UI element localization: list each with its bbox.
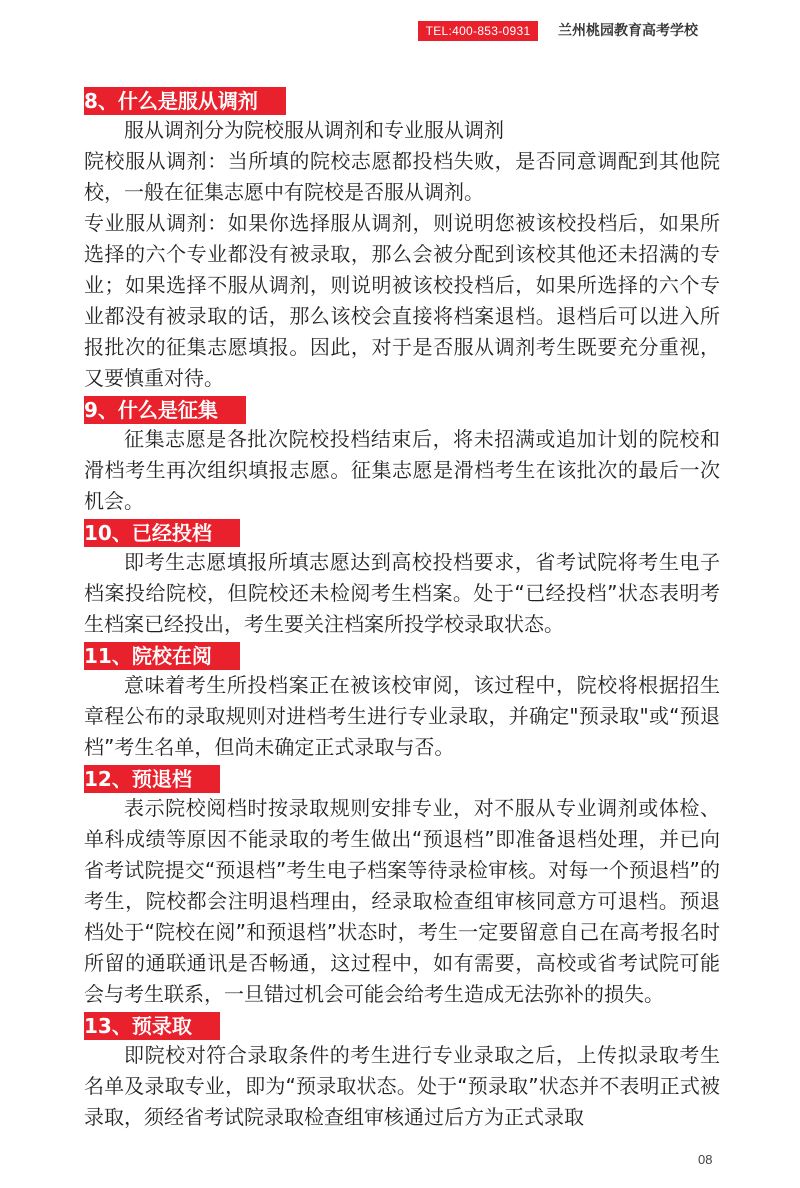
paragraph: 表示院校阅档时按录取规则安排专业，对不服从专业调剂或体检、单科成绩等原因不能录取的考生做出“预退档”即准备退档处理，并已向省考试院提交“预退档”考生电子档案等待录检审核。对每一个预退档”的考生，院校都会注明退档理由，经录取检查组审核同意方可退档。预退档处于“院校在阅”和预退档”状态时，考生一定要留意自己在高考报名时所留的通联通讯是否畅通，这过程中，如有需要，高校或省考试院可能会与考生联系，一旦错过机会可能会给考生造成无法弥补的损失。 — [84, 796, 720, 1006]
paragraph: 专业服从调剂：如果你选择服从调剂，则说明您被该校投档后，如果所选择的六个专业都没有被录取，那么会被分配到该校其他还未招满的专业；如果选择不服从调剂，则说明被该校投档后，如果所选择的六个专业都没有被录取的话，那么该校会直接将档案退档。退档后可以进入所报批次的征集志愿填报。因此，对于是否服从调剂考生既要充分重视，又要慎重对待。 — [84, 211, 720, 390]
page-header — [0, 20, 800, 44]
section-10 — [84, 517, 720, 640]
section-12 — [84, 763, 720, 1010]
section-heading: 12、预退档 — [84, 765, 220, 793]
section-heading: 8、什么是服从调剂 — [84, 87, 286, 115]
school-name: 兰州桃园教育高考学校 — [558, 23, 698, 39]
section-8 — [84, 85, 720, 394]
paragraph: 院校服从调剂：当所填的院校志愿都投档失败，是否同意调配到其他院校，一般在征集志愿中有院校是否服从调剂。 — [84, 149, 720, 204]
paragraph: 即院校对符合录取条件的考生进行专业录取之后，上传拟录取考生名单及录取专业，即为“预录取状态。处于“预录取”状态并不表明正式被录取，须经省考试院录取检查组审核通过后方为正式录取 — [84, 1043, 720, 1129]
section-heading: 13、预录取 — [84, 1012, 220, 1040]
paragraph: 意味着考生所投档案正在被该校审阅，该过程中，院校将根据招生章程公布的录取规则对进档考生进行专业录取，并确定"预录取"或“预退档”考生名单，但尚未确定正式录取与否。 — [84, 673, 720, 759]
section-11 — [84, 640, 720, 763]
section-9 — [84, 394, 720, 517]
paragraph: 服从调剂分为院校服从调剂和专业服从调剂 — [124, 118, 504, 142]
document-body — [84, 85, 720, 1133]
paragraph: 征集志愿是各批次院校投档结束后，将未招满或追加计划的院校和滑档考生再次组织填报志愿。征集志愿是滑档考生在该批次的最后一次机会。 — [84, 427, 720, 513]
section-13 — [84, 1010, 720, 1133]
section-heading: 9、什么是征集 — [84, 396, 246, 424]
page-number: 08 — [698, 1152, 713, 1167]
section-heading: 10、已经投档 — [84, 519, 240, 547]
tel-badge: TEL:400-853-0931 — [418, 21, 538, 41]
paragraph: 即考生志愿填报所填志愿达到高校投档要求，省考试院将考生电子档案投给院校，但院校还未检阅考生档案。处于“已经投档”状态表明考生档案已经投出，考生要关注档案所投学校录取状态。 — [84, 550, 720, 636]
section-heading: 11、院校在阅 — [84, 642, 240, 670]
